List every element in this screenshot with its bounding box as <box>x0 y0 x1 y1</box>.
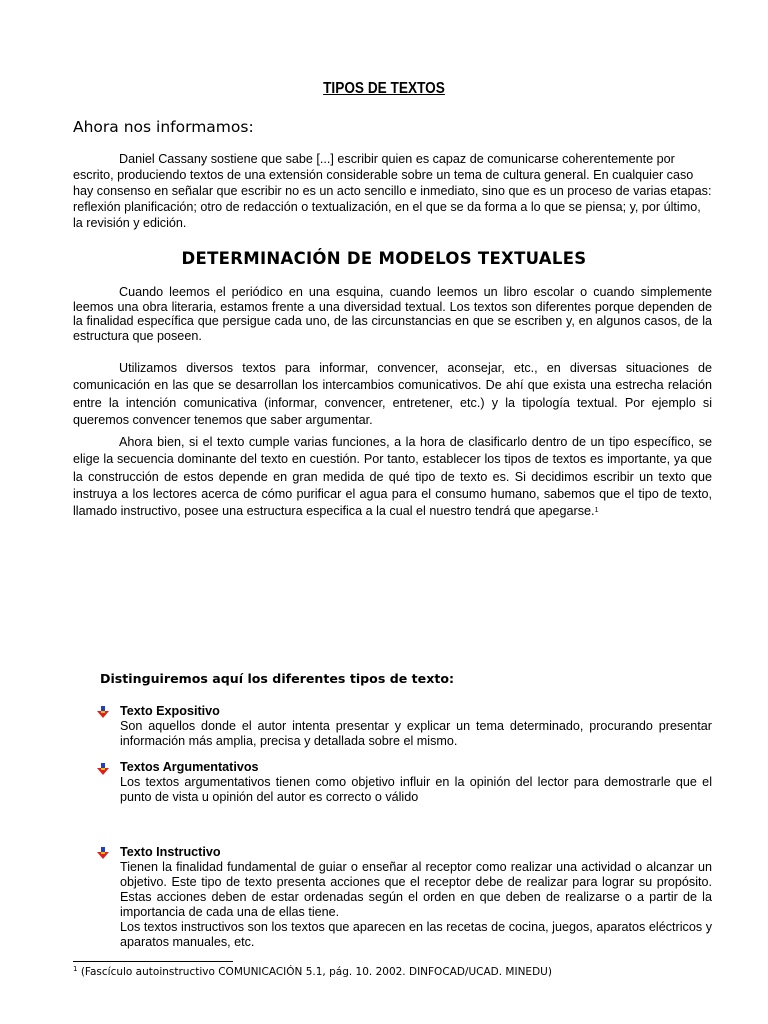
section-heading: DETERMINACIÓN DE MODELOS TEXTUALES <box>181 249 587 268</box>
paragraph-2 <box>73 360 712 429</box>
intro-paragraph <box>73 151 712 231</box>
text-type-name: Texto Expositivo <box>120 704 220 718</box>
paragraph-3 <box>73 434 712 520</box>
text-type-description: Son aquellos donde el autor intenta presentar y explicar un tema determinado, procurando presentar información más amplia, precisa y detallada sobre el mismo. <box>120 719 712 748</box>
text-type-expositivo <box>120 704 712 749</box>
arrow-bullet-icon <box>97 763 109 775</box>
paragraph-1 <box>73 285 712 343</box>
text-type-name: Textos Argumentativos <box>120 760 259 774</box>
text-types-heading: Distinguiremos aquí los diferentes tipos de texto: <box>100 671 455 686</box>
intro-heading: Ahora nos informamos: <box>73 118 254 136</box>
paragraph-text: Utilizamos diversos textos para informar, convencer, aconsejar, etc., en diversas situaciones de comunicación en las que se desarrollan los intercambios comunicativos. De ahí que exista una estrecha relación entre la intención comunicativa (informar, convencer, entretener, etc.) y la tipología textual. Por ejemplo si queremos convencer tenemos que saber argumentar. <box>73 361 712 427</box>
text-type-name: Texto Instructivo <box>120 845 221 859</box>
footnote <box>73 966 552 978</box>
text-type-description: Los textos argumentativos tienen como objetivo influir en la opinión del lector para demostrarle que el punto de vista u opinión del autor es correcto o válido <box>120 775 712 804</box>
arrow-bullet-icon <box>97 706 109 718</box>
footnote-reference[interactable]: 1 <box>594 507 599 515</box>
text-type-extra: Los textos instructivos son los textos que aparecen en las recetas de cocina, juegos, aparatos eléctricos y aparatos manuales, etc. <box>120 920 712 949</box>
page-title: TIPOS DE TEXTOS <box>323 80 445 97</box>
text-type-description: Tienen la finalidad fundamental de guiar o enseñar al receptor como realizar una actividad o alcanzar un objetivo. Este tipo de texto presenta acciones que el receptor debe de realizar para lograr su propósito. Estas acciones deben de estar ordenadas según el orden en que deben de realizarse o a partir de la importancia de cada una de ellas tiene. <box>120 860 712 919</box>
paragraph-text: Cuando leemos el periódico en una esquina, cuando leemos un libro escolar o cuando simplemente leemos una obra literaria, estamos frente a una diversidad textual. Los textos son diferentes porque dependen de la finalidad específica que persigue cada uno, de las circunstancias en que se escriben y, en algunos casos, de la estructura que poseen. <box>73 285 712 343</box>
paragraph-text <box>73 434 712 520</box>
footnote-divider <box>73 961 233 962</box>
footnote-mark: 1 <box>73 965 78 973</box>
footnote-text: (Fascículo autoinstructivo COMUNICACIÓN 5.1, pág. 10. 2002. DINFOCAD/UCAD. MINEDU) <box>80 966 552 978</box>
text-type-instructivo <box>120 845 712 950</box>
paragraph-3-text: Ahora bien, si el texto cumple varias funciones, a la hora de clasificarlo dentro de un tipo específico, se elige la secuencia dominante del texto en cuestión. Por tanto, establecer los tipos de textos es importante, ya que la construcción de estos depende en gran medida de qué tipo de texto es. Si decidimos escribir un texto que instruya a los lectores acerca de cómo purificar el agua para el consumo humano, sabemos que el tipo de texto, llamado instructivo, posee una estructura especifica a la cual el nuestro tendrá que apegarse. <box>73 435 712 519</box>
text-type-argumentativos <box>120 760 712 805</box>
arrow-bullet-icon <box>97 847 109 859</box>
intro-paragraph-text: Daniel Cassany sostiene que sabe [...] escribir quien es capaz de comunicarse coherentemente por escrito, produciendo textos de una extensión considerable sobre un tema de cultura general. En cualquier caso hay consenso en señalar que escribir no es un acto sencillo e inmediato, sino que es un proceso de varias etapas: reflexión planificación; otro de redacción o textualización, en el que se da forma a lo que se piensa; y, por último, la revisión y edición. <box>73 152 712 230</box>
